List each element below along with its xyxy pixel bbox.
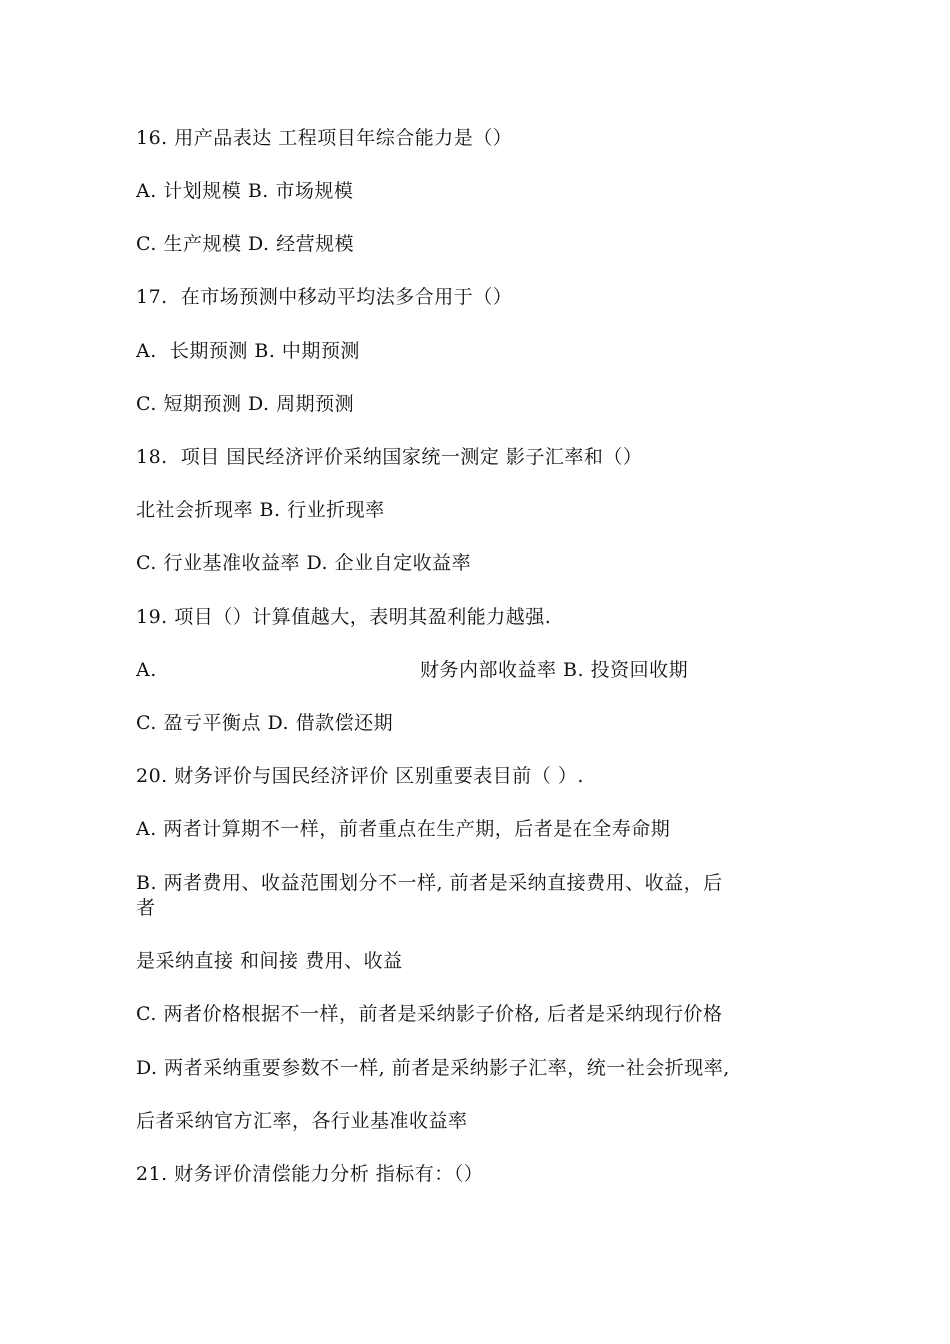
question-20-option-d: D. 两者采纳重要参数不一样, 前者是采纳影子汇率，统一社会折现率, <box>136 1057 730 1079</box>
question-16-options-ab: A. 计划规模 B. 市场规模 <box>136 180 354 202</box>
question-19: 19. 项目（）计算值越大，表明其盈利能力越强. <box>136 606 552 628</box>
question-19-option-a-label: A. <box>136 659 157 681</box>
question-18: 18. 项目 国民经济评价采纳国家统一测定 影子汇率和（） <box>136 446 643 468</box>
question-17: 17. 在市场预测中移动平均法多合用于（） <box>136 286 513 308</box>
question-17-options-ab: A. 长期预测 B. 中期预测 <box>136 340 360 362</box>
question-20-option-b-wrap: 者 <box>136 897 156 919</box>
question-16-options-cd: C. 生产规模 D. 经营规模 <box>136 233 355 255</box>
question-21: 21. 财务评价清偿能力分析 指标有：（） <box>136 1163 484 1185</box>
question-20-option-d-cont: 后者采纳官方汇率，各行业基准收益率 <box>136 1110 468 1132</box>
question-18-options-cd: C. 行业基准收益率 D. 企业自定收益率 <box>136 552 472 574</box>
question-19-options-cd: C. 盈亏平衡点 D. 借款偿还期 <box>136 712 394 734</box>
question-20-option-a: A. 两者计算期不一样，前者重点在生产期，后者是在全寿命期 <box>136 818 671 840</box>
question-16: 16. 用产品表达 工程项目年综合能力是（） <box>136 127 513 149</box>
question-20-option-b-cont: 是采纳直接 和间接 费用、收益 <box>136 950 403 972</box>
question-20: 20. 财务评价与国民经济评价 区别重要表目前（ ）. <box>136 765 584 787</box>
question-18-options-ab: 北社会折现率 B. 行业折现率 <box>136 499 385 521</box>
question-19-options-ab: 财务内部收益率 B. 投资回收期 <box>420 659 689 681</box>
question-17-options-cd: C. 短期预测 D. 周期预测 <box>136 393 355 415</box>
question-20-option-b: B. 两者费用、收益范围划分不一样, 前者是采纳直接费用、收益，后 <box>136 872 723 894</box>
question-20-option-c: C. 两者价格根据不一样，前者是采纳影子价格, 后者是采纳现行价格 <box>136 1003 723 1025</box>
